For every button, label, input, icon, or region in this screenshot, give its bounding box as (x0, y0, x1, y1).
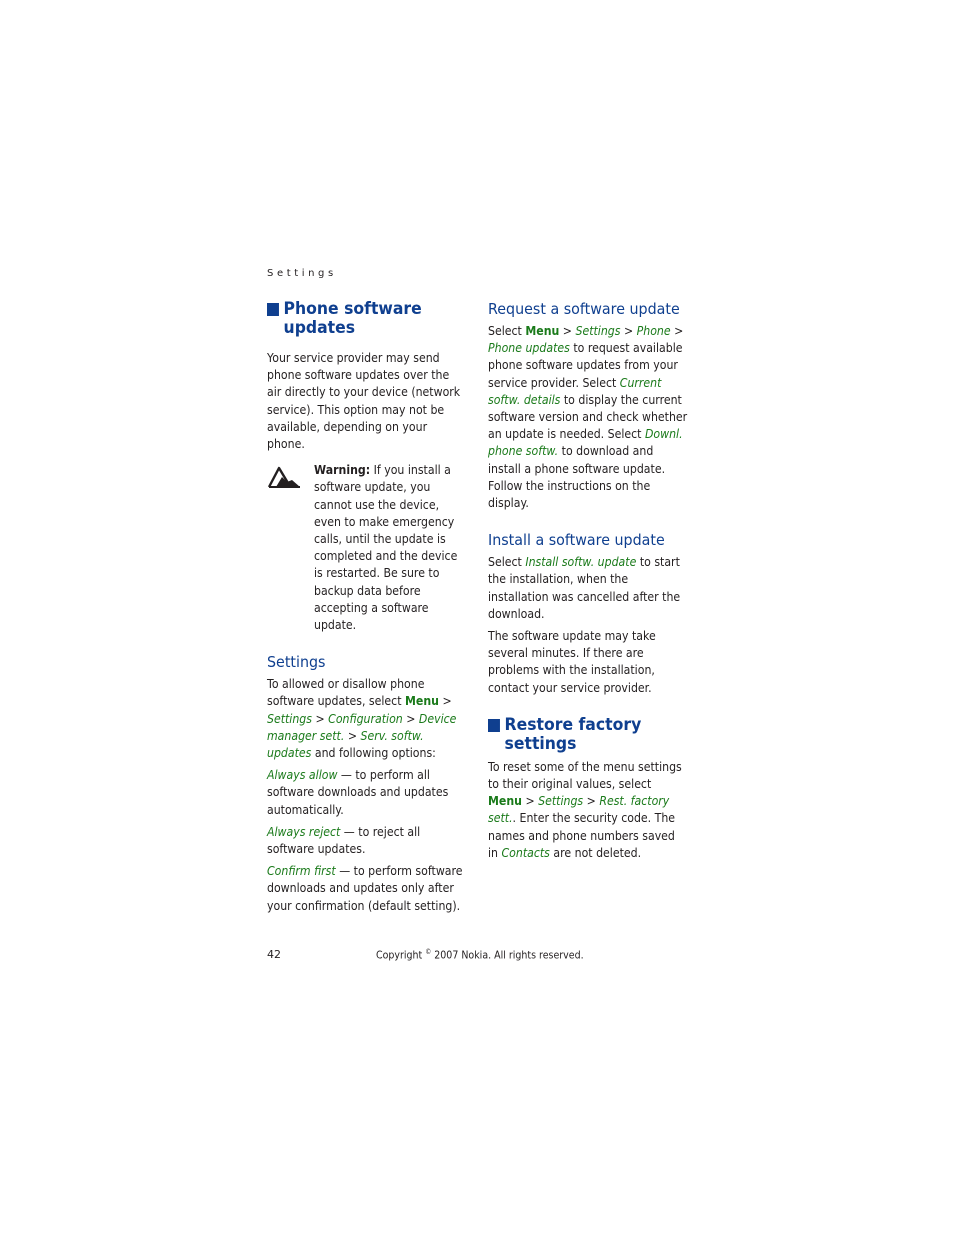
page-number: 42 (267, 948, 281, 961)
section-square-icon (488, 719, 500, 732)
install-paragraph: Select Install softw. update to start the installation, when the installation was cancelled after the download. (488, 555, 681, 621)
restore-paragraph: To reset some of the menu settings to their original values, select Menu > Settings > Rest. factory sett.. Enter the security code. The names and phone numbers saved in Contacts are not deleted. (488, 759, 682, 860)
right-column (488, 300, 688, 862)
warning-text: Warning: If you install a software update, you cannot use the device, even to make emergency calls, until the update is completed and the device is restarted. Be sure to backup data before accepting a software update. (314, 463, 458, 633)
heading-restore-factory-settings: Restore factory settings (488, 716, 707, 754)
option-confirm-first: Confirm first — to perform software downloads and updates only after your confirmation (default setting). (267, 864, 463, 913)
settings-paragraph: To allowed or disallow phone software updates, select Menu > Settings > Configuration > Device manager sett. > Serv. softw. updates and following options: (267, 677, 457, 761)
heading-settings: Settings (267, 653, 326, 672)
running-head: Settings (267, 268, 337, 279)
heading-install-software-update: Install a software update (488, 531, 665, 550)
option-always-allow: Always allow — to perform all software downloads and updates automatically. (267, 768, 449, 817)
install-paragraph-2: The software update may take several minutes. If there are problems with the installation, contact your service provider. (488, 629, 656, 695)
warning-block (267, 462, 467, 634)
page-footer (267, 948, 687, 964)
section-square-icon (267, 303, 279, 316)
request-paragraph: Select Menu > Settings > Phone > Phone updates to request available phone software updates from your service provider. Select Current softw. details to display the current software version and check whether an update is needed. Select Downl. phone softw. to download and install a phone software update. Follow the instructions on the display. (488, 324, 688, 511)
option-always-reject: Always reject — to reject all software updates. (267, 824, 421, 857)
intro-paragraph: Your service provider may send phone software updates over the air directly to your device (network service). This option may not be available, depending on your phone. (267, 351, 461, 452)
left-column (267, 300, 467, 915)
warning-icon (267, 462, 314, 634)
heading-phone-software-updates: Phone software updates (267, 300, 486, 338)
heading-request-software-update: Request a software update (488, 300, 680, 318)
copyright-notice: Copyright © 2007 Nokia. All rights reserved. (376, 948, 584, 962)
